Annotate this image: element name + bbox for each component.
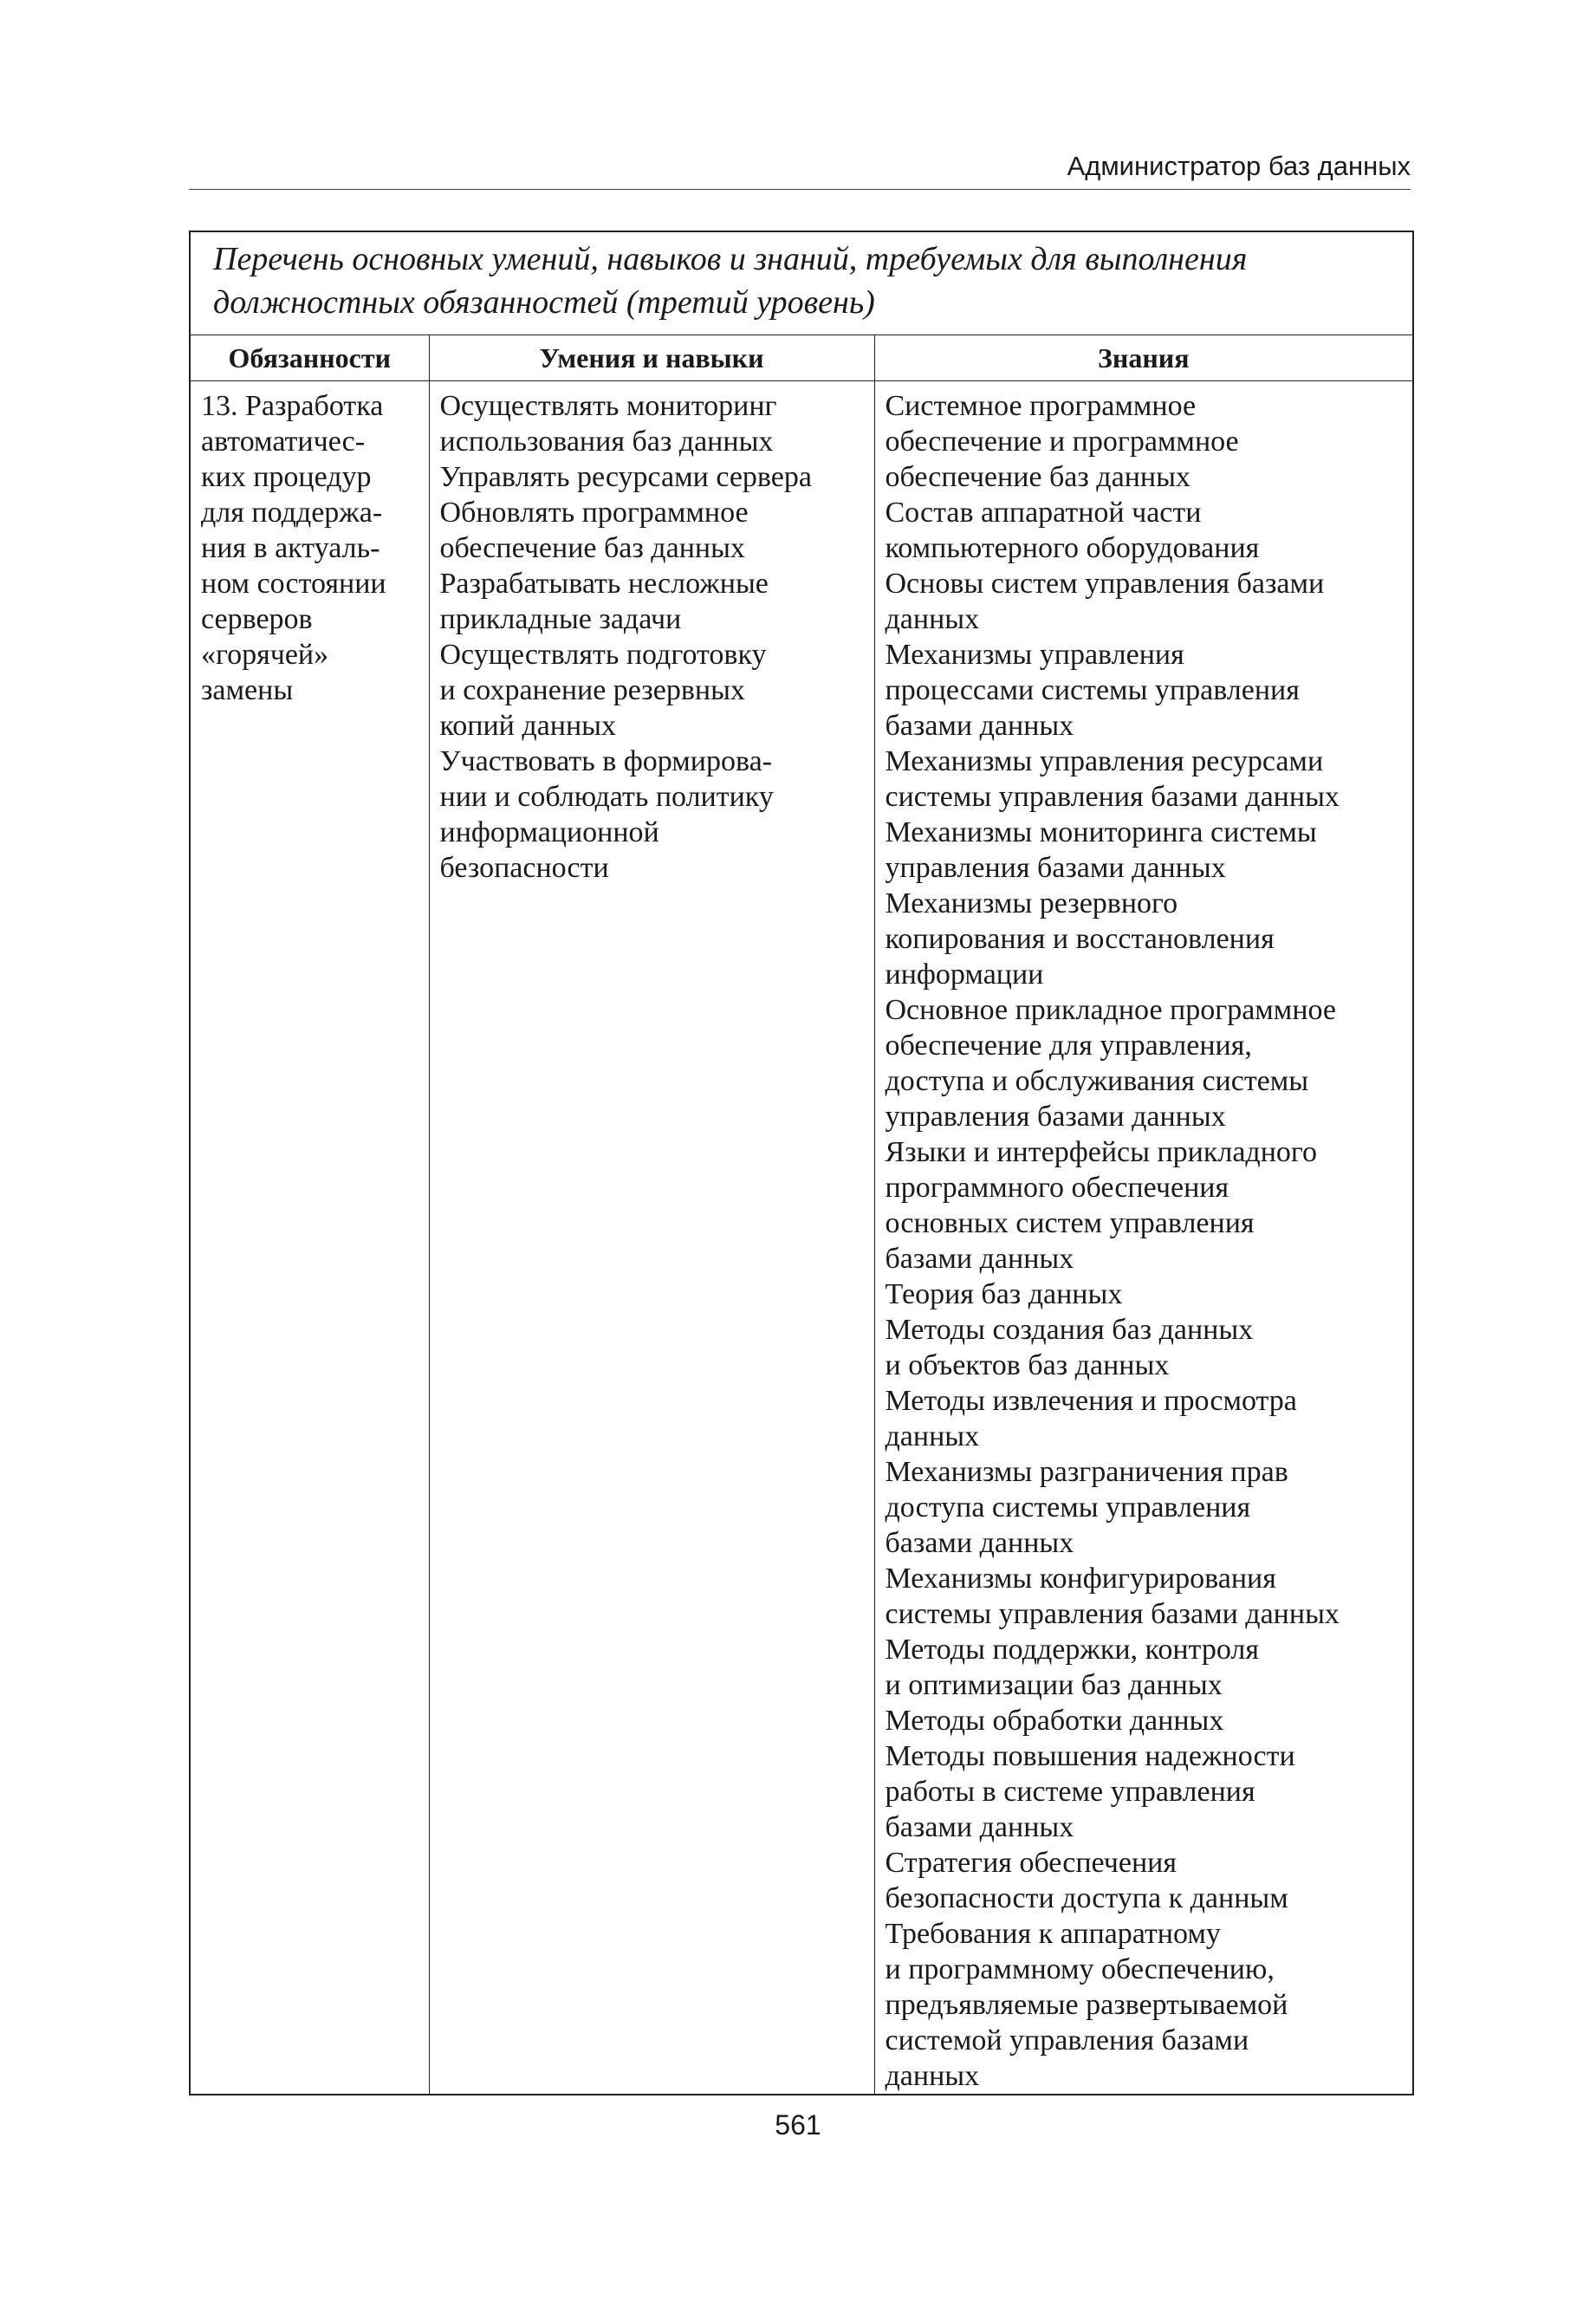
cell-line: базами данных xyxy=(885,1243,1074,1275)
cell-line: базами данных xyxy=(885,1811,1074,1843)
duties-lines xyxy=(201,388,424,708)
cell-line: и объектов баз данных xyxy=(885,1349,1170,1381)
cell-line: Методы создания баз данных xyxy=(885,1314,1254,1346)
table-caption xyxy=(190,231,1413,335)
cell-line: Механизмы резервного xyxy=(885,887,1178,919)
skills-cell xyxy=(429,381,874,2095)
cell-line: Методы обработки данных xyxy=(885,1705,1224,1737)
cell-line: копий данных xyxy=(439,710,617,742)
cell-line: системой управления базами xyxy=(885,2024,1249,2056)
cell-line: Основы систем управления базами xyxy=(885,568,1325,600)
table-caption-row xyxy=(190,231,1413,335)
competency-table xyxy=(189,231,1414,2095)
cell-line: доступа и обслуживания системы xyxy=(885,1065,1309,1097)
cell-line: Обновлять программное xyxy=(439,497,749,529)
column-header-skills: Умения и навыки xyxy=(429,335,874,381)
cell-line: 13. Разработка xyxy=(201,390,384,422)
running-header-title: Администратор баз данных xyxy=(1067,151,1411,181)
column-header-duties: Обязанности xyxy=(190,335,429,381)
cell-line: замены xyxy=(201,674,294,706)
cell-line: Методы поддержки, контроля xyxy=(885,1634,1259,1666)
cell-line: управления базами данных xyxy=(885,852,1226,884)
cell-line: обеспечение для управления, xyxy=(885,1030,1252,1062)
cell-line: и сохранение резервных xyxy=(439,674,745,706)
cell-line: Языки и интерфейсы прикладного xyxy=(885,1136,1318,1168)
cell-line: серверов xyxy=(201,603,313,635)
cell-line: данных xyxy=(885,1420,980,1452)
cell-line: Основное прикладное программное xyxy=(885,994,1337,1026)
cell-line: «горячей» xyxy=(201,639,329,671)
cell-line: Состав аппаратной части xyxy=(885,497,1202,529)
cell-line: использования баз данных xyxy=(439,426,774,458)
cell-line: Участвовать в формирова- xyxy=(439,745,773,777)
cell-line: управления базами данных xyxy=(885,1101,1226,1133)
cell-line: компьютерного оборудования xyxy=(885,532,1260,564)
cell-line: ния в актуаль- xyxy=(201,532,380,564)
cell-line: основных систем управления xyxy=(885,1207,1255,1239)
cell-line: Стратегия обеспечения xyxy=(885,1847,1177,1879)
cell-line: системы управления базами данных xyxy=(885,1598,1340,1630)
cell-line: Осуществлять мониторинг xyxy=(439,390,777,422)
cell-line: ном состоянии xyxy=(201,568,386,600)
cell-line: безопасности xyxy=(439,852,609,884)
table-caption-line: Перечень основных умений, навыков и знаний, требуемых для выполнения xyxy=(213,241,1248,277)
cell-line: прикладные задачи xyxy=(439,603,682,635)
duties-cell xyxy=(190,381,429,2095)
cell-line: доступа системы управления xyxy=(885,1491,1251,1524)
cell-line: работы в системе управления xyxy=(885,1776,1255,1808)
cell-line: Системное программное xyxy=(885,390,1197,422)
cell-line: предъявляемые развертываемой xyxy=(885,1989,1288,2021)
page-number: 561 xyxy=(775,2109,821,2141)
skills-lines xyxy=(440,388,869,886)
cell-line: Разрабатывать несложные xyxy=(439,568,769,600)
cell-line: системы управления базами данных xyxy=(885,781,1340,813)
knowledge-lines xyxy=(886,388,1408,2094)
cell-line: программного обеспечения xyxy=(885,1172,1229,1204)
cell-line: Методы извлечения и просмотра xyxy=(885,1385,1297,1417)
cell-line: ких процедур xyxy=(201,461,372,493)
cell-line: базами данных xyxy=(885,1527,1074,1559)
cell-line: обеспечение баз данных xyxy=(439,532,745,564)
cell-line: обеспечение и программное xyxy=(885,426,1239,458)
table-header-row xyxy=(190,335,1413,381)
table-row xyxy=(190,381,1413,2095)
cell-line: Осуществлять подготовку xyxy=(439,639,767,671)
cell-line: процессами системы управления xyxy=(885,674,1300,706)
table-caption-line: должностных обязанностей (третий уровень) xyxy=(213,284,875,321)
knowledge-cell xyxy=(874,381,1413,2095)
cell-line: данных xyxy=(885,603,980,635)
cell-line: Механизмы конфигурирования xyxy=(885,1563,1276,1595)
cell-line: информационной xyxy=(439,816,659,848)
cell-line: Механизмы разграничения прав xyxy=(885,1456,1288,1488)
cell-line: Механизмы управления ресурсами xyxy=(885,745,1324,777)
running-header xyxy=(189,146,1411,190)
cell-line: нии и соблюдать политику xyxy=(439,781,774,813)
cell-line: обеспечение баз данных xyxy=(885,461,1191,493)
cell-line: и оптимизации баз данных xyxy=(885,1669,1223,1701)
cell-line: Механизмы управления xyxy=(885,639,1184,671)
cell-line: Требования к аппаратному xyxy=(885,1918,1221,1950)
cell-line: и программному обеспечению, xyxy=(885,1953,1275,1985)
cell-line: базами данных xyxy=(885,710,1074,742)
cell-line: безопасности доступа к данным xyxy=(885,1882,1288,1914)
cell-line: Теория баз данных xyxy=(885,1278,1123,1310)
cell-line: Методы повышения надежности xyxy=(885,1740,1295,1772)
cell-line: данных xyxy=(885,2060,980,2092)
cell-line: Механизмы мониторинга системы xyxy=(885,816,1317,848)
cell-line: информации xyxy=(885,958,1044,991)
column-header-knowledge: Знания xyxy=(874,335,1413,381)
cell-line: для поддержа- xyxy=(201,497,383,529)
cell-line: автоматичес- xyxy=(201,426,366,458)
cell-line: Управлять ресурсами сервера xyxy=(439,461,812,493)
cell-line: копирования и восстановления xyxy=(885,923,1275,955)
